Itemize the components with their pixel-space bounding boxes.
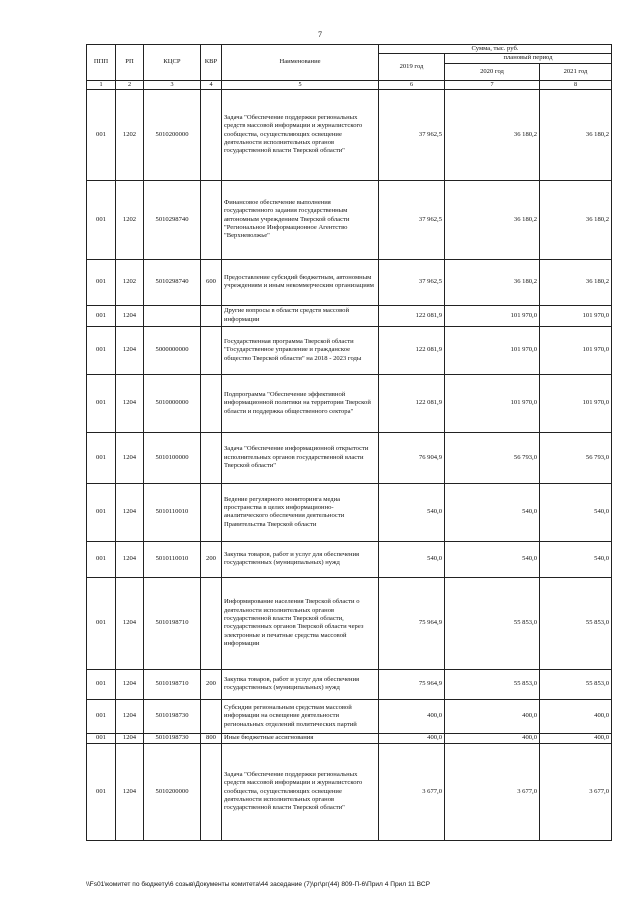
amount-2021-cell: 3 677,0 xyxy=(540,743,612,840)
name-cell: Закупка товаров, работ и услуг для обеспечения государственных (муниципальных) нужд xyxy=(222,541,379,577)
kvr-cell xyxy=(201,432,222,483)
amount-2020-cell: 55 853,0 xyxy=(445,669,540,699)
ppp-cell: 001 xyxy=(87,259,116,305)
rp-cell: 1204 xyxy=(116,326,144,374)
amount-2019-cell: 540,0 xyxy=(379,483,445,541)
amount-2020-cell: 400,0 xyxy=(445,699,540,733)
table-row xyxy=(87,541,612,577)
ppp-cell: 001 xyxy=(87,326,116,374)
amount-2019-cell: 540,0 xyxy=(379,541,445,577)
kcsr-cell: 5010200000 xyxy=(144,743,201,840)
kvr-cell xyxy=(201,305,222,326)
rp-cell: 1202 xyxy=(116,259,144,305)
column-number-cell: 7 xyxy=(445,80,540,89)
kvr-cell xyxy=(201,483,222,541)
table-row xyxy=(87,483,612,541)
ppp-cell: 001 xyxy=(87,89,116,180)
amount-2019-cell: 75 964,9 xyxy=(379,669,445,699)
ppp-cell: 001 xyxy=(87,483,116,541)
kcsr-cell: 5010198730 xyxy=(144,733,201,743)
column-numbers-row xyxy=(87,80,612,89)
header-2020: 2020 год xyxy=(445,63,540,80)
header-sum: Сумма, тыс. руб. xyxy=(379,45,612,54)
amount-2019-cell: 37 962,5 xyxy=(379,89,445,180)
table-row xyxy=(87,374,612,432)
kcsr-cell: 5010198710 xyxy=(144,669,201,699)
table-row xyxy=(87,577,612,669)
ppp-cell: 001 xyxy=(87,699,116,733)
kvr-cell xyxy=(201,374,222,432)
name-cell: Иные бюджетные ассигнования xyxy=(222,733,379,743)
kvr-cell xyxy=(201,89,222,180)
column-number-cell: 5 xyxy=(222,80,379,89)
amount-2021-cell: 55 853,0 xyxy=(540,577,612,669)
name-cell: Государственная программа Тверской области "Государственное управление и гражданское общество Тверской области" на 2018 - 2023 годы xyxy=(222,326,379,374)
amount-2020-cell: 101 970,0 xyxy=(445,374,540,432)
amount-2021-cell: 101 970,0 xyxy=(540,305,612,326)
rp-cell: 1204 xyxy=(116,541,144,577)
header-kvr: КВР xyxy=(201,45,222,81)
kcsr-cell: 5010110010 xyxy=(144,483,201,541)
file-path-footer: \\Fs01\комитет по бюджету\6 созыв\Документы комитета\44 заседание (7)\рг\рг(44) 809-П-6\Прил 4 Прил 11 ВСР xyxy=(86,881,431,888)
ppp-cell: 001 xyxy=(87,432,116,483)
column-number-cell: 1 xyxy=(87,80,116,89)
rp-cell: 1204 xyxy=(116,743,144,840)
header-name: Наименование xyxy=(222,45,379,81)
table-row xyxy=(87,259,612,305)
amount-2020-cell: 101 970,0 xyxy=(445,326,540,374)
ppp-cell: 001 xyxy=(87,669,116,699)
table-row xyxy=(87,432,612,483)
kvr-cell: 600 xyxy=(201,259,222,305)
table-row xyxy=(87,326,612,374)
ppp-cell: 001 xyxy=(87,577,116,669)
amount-2020-cell: 36 180,2 xyxy=(445,259,540,305)
amount-2020-cell: 540,0 xyxy=(445,541,540,577)
header-2021: 2021 год xyxy=(540,63,612,80)
rp-cell: 1202 xyxy=(116,89,144,180)
amount-2019-cell: 3 677,0 xyxy=(379,743,445,840)
amount-2020-cell: 540,0 xyxy=(445,483,540,541)
kvr-cell: 200 xyxy=(201,669,222,699)
rp-cell: 1204 xyxy=(116,483,144,541)
ppp-cell: 001 xyxy=(87,733,116,743)
amount-2019-cell: 122 081,9 xyxy=(379,305,445,326)
amount-2021-cell: 101 970,0 xyxy=(540,326,612,374)
amount-2019-cell: 122 081,9 xyxy=(379,374,445,432)
name-cell: Задача "Обеспечение информационной открытости исполнительных органов государственной власти Тверской области" xyxy=(222,432,379,483)
table-row xyxy=(87,733,612,743)
amount-2021-cell: 55 853,0 xyxy=(540,669,612,699)
amount-2019-cell: 400,0 xyxy=(379,733,445,743)
table-row xyxy=(87,669,612,699)
amount-2020-cell: 36 180,2 xyxy=(445,89,540,180)
header-plan-period: плановый период xyxy=(445,54,612,63)
ppp-cell: 001 xyxy=(87,374,116,432)
amount-2019-cell: 122 081,9 xyxy=(379,326,445,374)
header-kcsr: КЦСР xyxy=(144,45,201,81)
name-cell: Предоставление субсидий бюджетным, автономным учреждениям и иным некоммерческим организациям xyxy=(222,259,379,305)
kvr-cell xyxy=(201,326,222,374)
kcsr-cell: 5010198710 xyxy=(144,577,201,669)
amount-2019-cell: 37 962,5 xyxy=(379,180,445,259)
kvr-cell: 800 xyxy=(201,733,222,743)
table-row xyxy=(87,305,612,326)
rp-cell: 1204 xyxy=(116,432,144,483)
rp-cell: 1204 xyxy=(116,733,144,743)
kvr-cell xyxy=(201,743,222,840)
page-number: 7 xyxy=(318,30,322,39)
amount-2021-cell: 400,0 xyxy=(540,733,612,743)
table-row xyxy=(87,180,612,259)
rp-cell: 1202 xyxy=(116,180,144,259)
name-cell: Финансовое обеспечение выполнения государственного задания государственным автономным учреждением Тверской области "Региональное Информационное Агентство "Верхневолжье" xyxy=(222,180,379,259)
ppp-cell: 001 xyxy=(87,305,116,326)
table-body xyxy=(87,89,612,840)
amount-2021-cell: 36 180,2 xyxy=(540,180,612,259)
amount-2021-cell: 36 180,2 xyxy=(540,89,612,180)
amount-2020-cell: 55 853,0 xyxy=(445,577,540,669)
amount-2020-cell: 101 970,0 xyxy=(445,305,540,326)
table-row xyxy=(87,743,612,840)
column-number-cell: 4 xyxy=(201,80,222,89)
kcsr-cell xyxy=(144,305,201,326)
amount-2021-cell: 101 970,0 xyxy=(540,374,612,432)
amount-2021-cell: 400,0 xyxy=(540,699,612,733)
header-rp: РП xyxy=(116,45,144,81)
kcsr-cell: 5010200000 xyxy=(144,89,201,180)
kcsr-cell: 5010298740 xyxy=(144,180,201,259)
name-cell: Информирование населения Тверской области о деятельности исполнительных органов государственной власти Тверской области, государственных органов Тверской области через электронные и печатные средства массовой информации xyxy=(222,577,379,669)
amount-2019-cell: 37 962,5 xyxy=(379,259,445,305)
rp-cell: 1204 xyxy=(116,669,144,699)
amount-2021-cell: 540,0 xyxy=(540,541,612,577)
column-number-cell: 6 xyxy=(379,80,445,89)
amount-2021-cell: 36 180,2 xyxy=(540,259,612,305)
name-cell: Задача "Обеспечение поддержки региональных средств массовой информации и журналистского сообщества, осуществляющих освещение деятельности исполнительных органов государственной власти Тверской области" xyxy=(222,89,379,180)
header-ppp: ППП xyxy=(87,45,116,81)
kcsr-cell: 5010198730 xyxy=(144,699,201,733)
kvr-cell: 200 xyxy=(201,541,222,577)
name-cell: Ведение регулярного мониторинга медиа пространства в целях информационно-аналитического обеспечения деятельности Правительства Тверской области xyxy=(222,483,379,541)
kcsr-cell: 5010298740 xyxy=(144,259,201,305)
column-number-cell: 2 xyxy=(116,80,144,89)
kvr-cell xyxy=(201,699,222,733)
amount-2019-cell: 400,0 xyxy=(379,699,445,733)
ppp-cell: 001 xyxy=(87,541,116,577)
amount-2019-cell: 75 964,9 xyxy=(379,577,445,669)
kcsr-cell: 5010100000 xyxy=(144,432,201,483)
amount-2020-cell: 56 793,0 xyxy=(445,432,540,483)
rp-cell: 1204 xyxy=(116,305,144,326)
amount-2021-cell: 56 793,0 xyxy=(540,432,612,483)
column-number-cell: 8 xyxy=(540,80,612,89)
column-number-cell: 3 xyxy=(144,80,201,89)
amount-2020-cell: 36 180,2 xyxy=(445,180,540,259)
table-row xyxy=(87,89,612,180)
header-2019: 2019 год xyxy=(379,54,445,80)
amount-2020-cell: 3 677,0 xyxy=(445,743,540,840)
kcsr-cell: 5010000000 xyxy=(144,374,201,432)
kvr-cell xyxy=(201,180,222,259)
kcsr-cell: 5010110010 xyxy=(144,541,201,577)
name-cell: Закупка товаров, работ и услуг для обеспечения государственных (муниципальных) нужд xyxy=(222,669,379,699)
rp-cell: 1204 xyxy=(116,699,144,733)
rp-cell: 1204 xyxy=(116,577,144,669)
kcsr-cell: 5000000000 xyxy=(144,326,201,374)
amount-2021-cell: 540,0 xyxy=(540,483,612,541)
table-row xyxy=(87,699,612,733)
name-cell: Другие вопросы в области средств массовой информации xyxy=(222,305,379,326)
amount-2020-cell: 400,0 xyxy=(445,733,540,743)
budget-table xyxy=(86,44,612,841)
name-cell: Субсидии региональным средствам массовой информации на освещение деятельности региональных отделений политических партий xyxy=(222,699,379,733)
name-cell: Подпрограмма "Обеспечение эффективной информационной политики на территории Тверской области и поддержка общественного сектора" xyxy=(222,374,379,432)
kvr-cell xyxy=(201,577,222,669)
name-cell: Задача "Обеспечение поддержки региональных средств массовой информации и журналистского сообщества, осуществляющих освещение деятельности исполнительных органов государственной власти Тверской области" xyxy=(222,743,379,840)
amount-2019-cell: 76 904,9 xyxy=(379,432,445,483)
ppp-cell: 001 xyxy=(87,743,116,840)
rp-cell: 1204 xyxy=(116,374,144,432)
ppp-cell: 001 xyxy=(87,180,116,259)
